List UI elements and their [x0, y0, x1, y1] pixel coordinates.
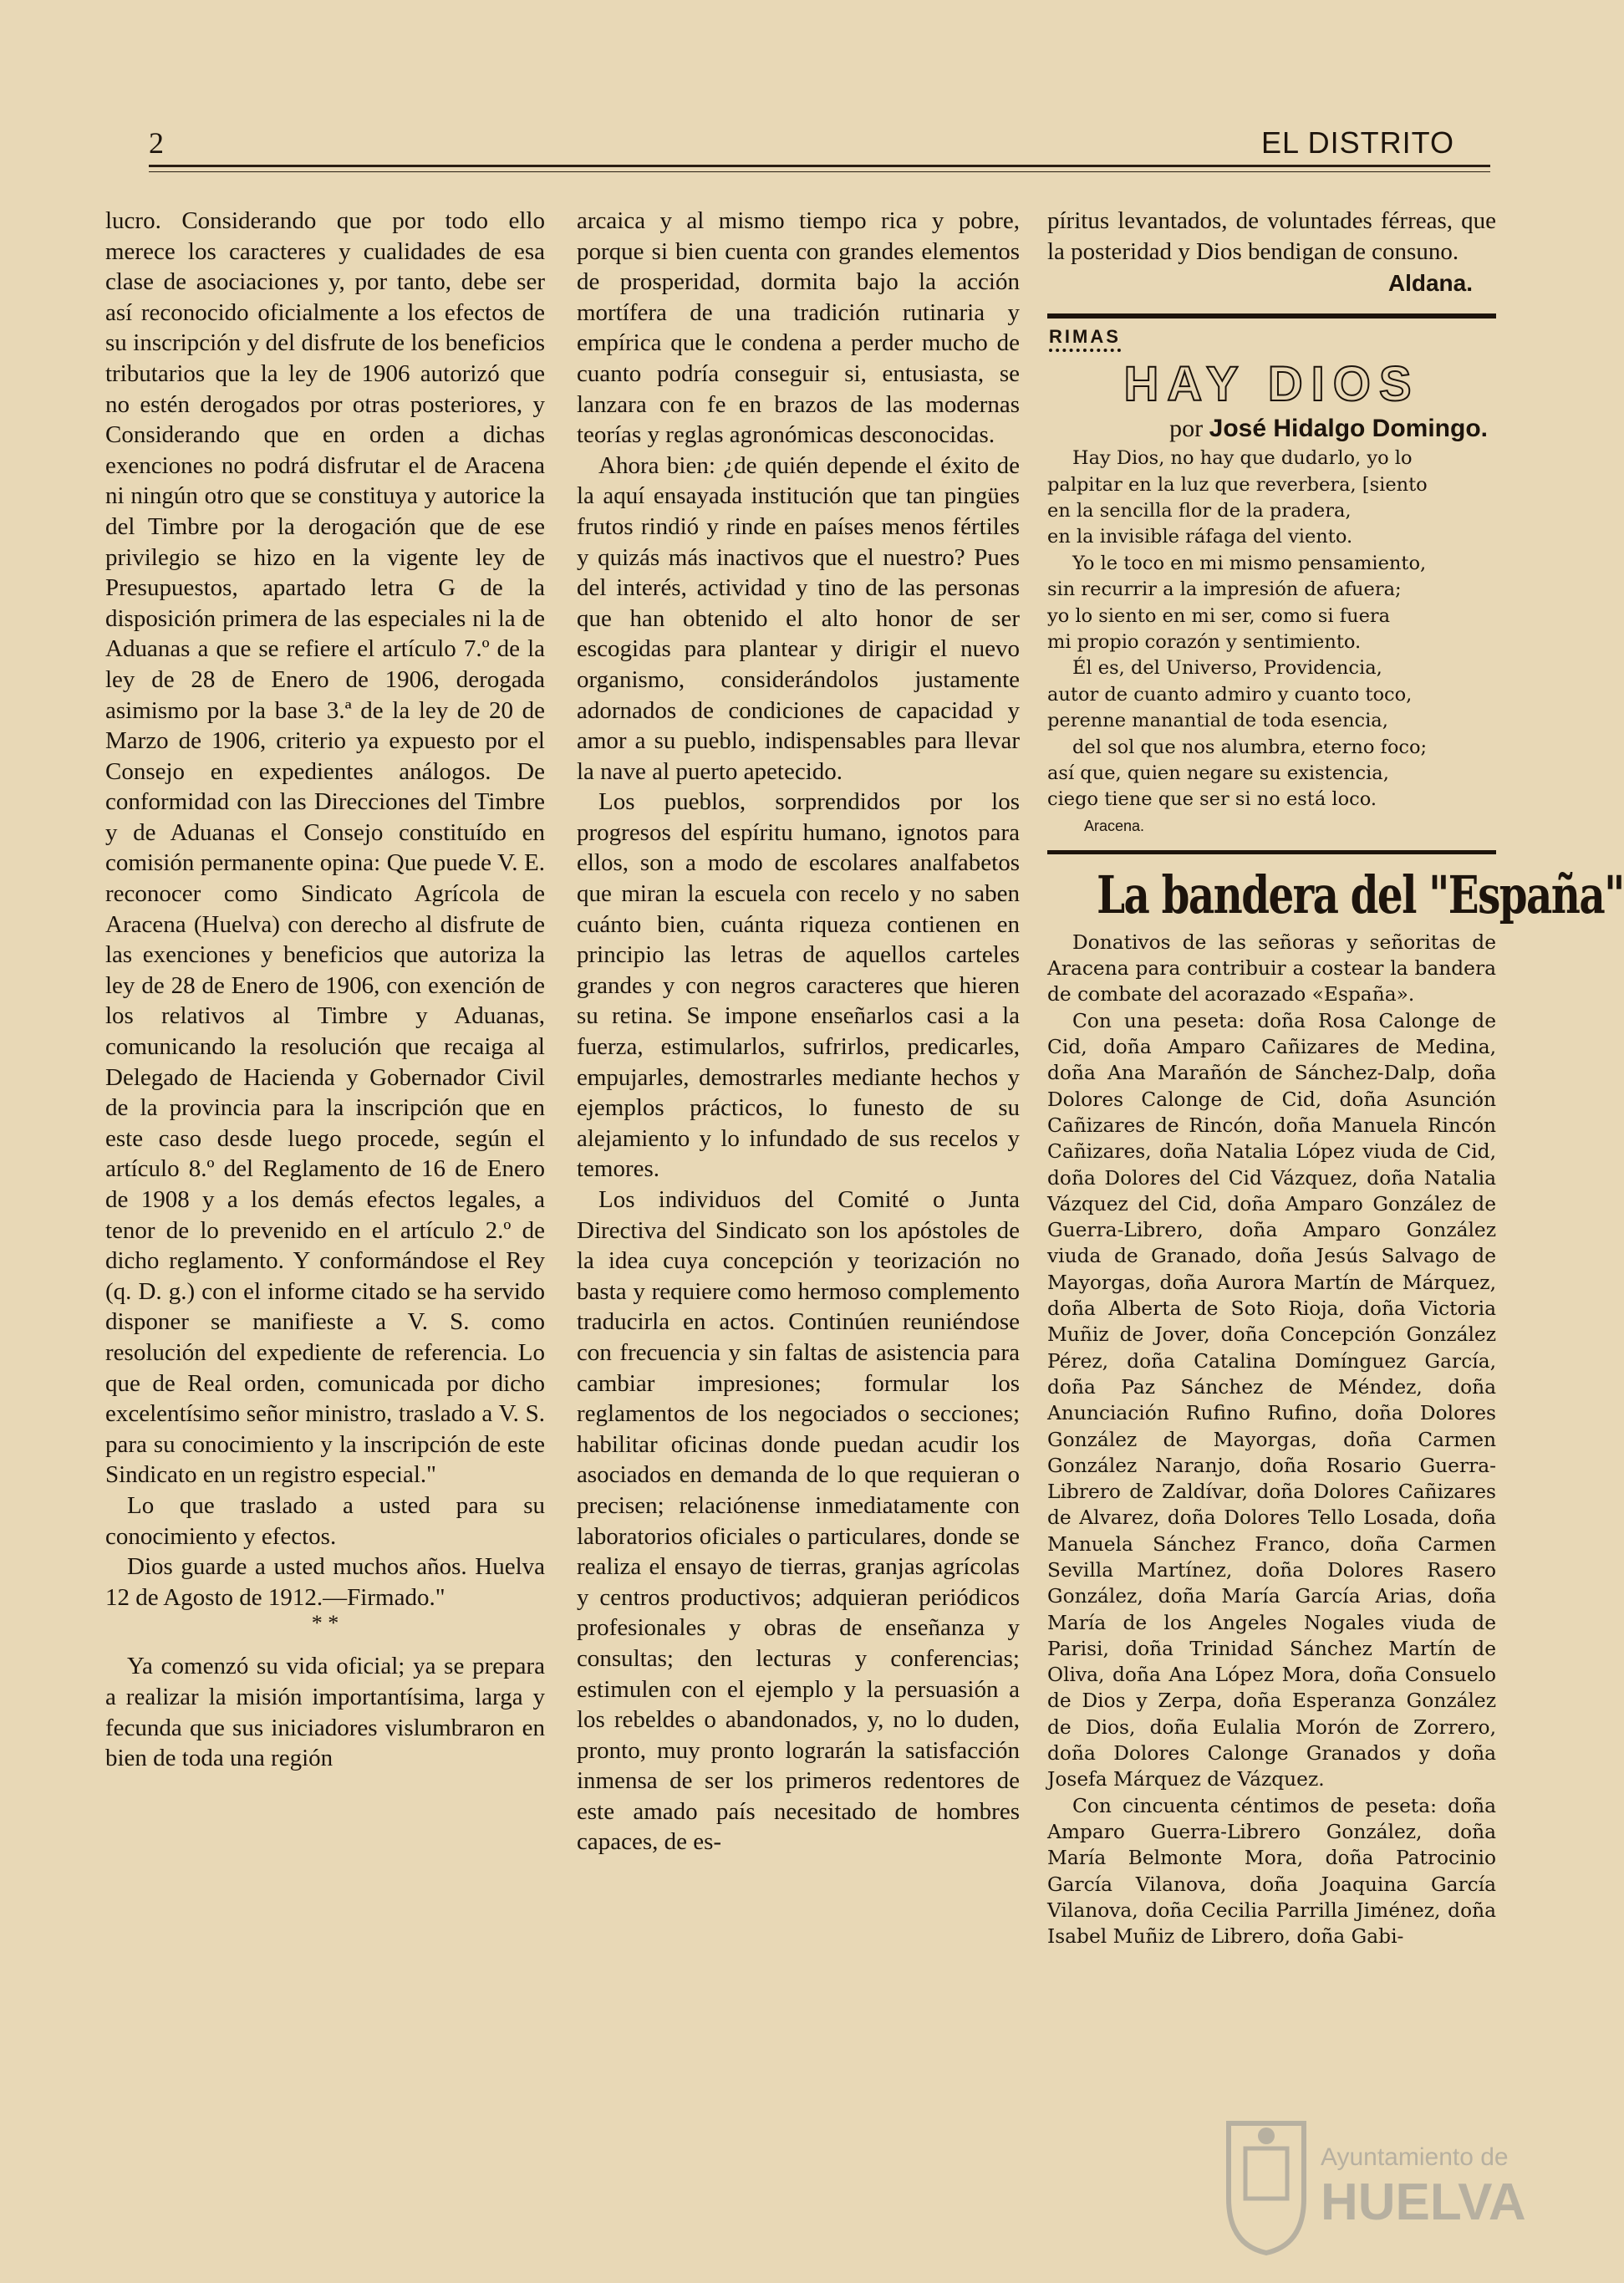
poem-place: Aracena.	[1084, 817, 1145, 834]
paragraph: Ya comenzó su vida oficial; ya se prepara a realizar la misión importantísima, larga y fecunda que sus iniciadores vislumbraron en bien de toda una región	[105, 1653, 545, 1772]
poem-line: sin recurrir a la impresión de afuera;	[1047, 578, 1402, 601]
section-label: RIMAS	[1049, 327, 1121, 352]
paragraph: Los pueblos, sorprendidos por los progresos del espíritu humano, ignotos para ellos, son a modo de escolares analfabetos que miran la escuela con recelo y no saben cuánto bien, cuánta riqueza contienen en principio las letras de aquellos carteles grandes y con negros caracteres que hieren su retina. Se impone enseñarlos casi a la fuerza, estimularlos, sufrirlos, predicarles, empujarles, demostrarles mediante hechos y ejemplos prácticos, lo funesto de su alejamiento y lo infundado de sus recelos y temores.	[577, 788, 1020, 1183]
newspaper-title: EL DISTRITO	[1260, 125, 1454, 160]
poem-line: Él es, del Universo, Providencia,	[1072, 657, 1382, 680]
ayuntamiento-seal-icon	[1220, 2107, 1526, 2257]
poem-line: Hay Dios, no hay que dudarlo, yo lo	[1072, 447, 1413, 470]
paragraph: arcaica y al mismo tiempo rica y pobre, porque si bien cuenta con grandes elementos de prosperidad, dormita bajo la acción mortífera de una tradición rutinaria y empírica que le condena a perder mucho de cuanto podría conseguir si, entusiasta, se lanzara con fe en brazos de las modernas teorías y reglas agronómicas desconocidas.	[577, 207, 1020, 449]
paragraph: Ahora bien: ¿de quién depende el éxito de la aquí ensayada institución que tan pingües frutos rindió y rinde en países menos fértiles y quizás más inactivos que el nuestro? Pues del interés, actividad y tino de las personas que han obtenido el alto honor de ser escogidas para plantear y dirigir el nuevo organismo, considerándolos justamente adornados de condiciones de capacidad y amor a su pueblo, indispensables para llevar la nave al puerto apetecido.	[577, 451, 1020, 785]
paragraph: Los individuos del Comité o Junta Directiva del Sindicato son los apóstoles de la idea cuya concepción y teorización no basta y requiere como hermoso complemento traducirla en actos. Continúen reuniéndose con frecuencia y sin faltas de asistencia para cambiar impresiones; formular los reglamentos de los negociados o secciones; habilitar oficinas donde puedan acudir los asociados en demanda de lo que requieran o precisen; relaciónense inmediatamente con laboratorios oficiales o particulares, donde se realiza el ensayo de tierras, granjas agrícolas y centros productivos; adquieran periódicos profesionales y obras de enseñanza y consultas; den lecturas y conferencias; estimulen con el ejemplo y la persuasión a los rebeldes o abandonados, y, no lo duden, pronto, muy pronto lograrán la satisfacción inmensa de ser los primeros redentores de este amado país necesitado de hombres capaces, de es-	[577, 1186, 1020, 1856]
poem-line: ciego tiene que ser si no está loco.	[1047, 788, 1377, 811]
watermark-line1: Ayuntamiento de	[1321, 2143, 1509, 2171]
poem-line: en la sencilla flor de la pradera,	[1047, 500, 1352, 522]
byline-author: José Hidalgo Domingo.	[1209, 415, 1488, 443]
poem-line: autor de cuanto admiro y cuanto toco,	[1047, 683, 1413, 706]
poem-title: HAY DIOS	[1123, 357, 1420, 412]
paragraph: Con cincuenta céntimos de peseta: doña Amparo Guerra-Librero González, doña María Belmonte Mora, doña Patrocinio García Vilanova, doña Joaquina García Vilanova, doña Cecilia Parrilla Jiménez, doña Isabel Muñiz de Librero, doña Gabi-	[1047, 1794, 1496, 1949]
column-1	[105, 206, 545, 1774]
section-rule	[1047, 850, 1496, 854]
page-header	[149, 125, 1454, 162]
paragraph: Con una peseta: doña Rosa Calonge de Cid, doña Amparo Cañizares de Medina, doña Ana Marañón de Sánchez-Dalp, doña Dolores Calonge de Cid, doña Asunción Cañizares de Rincón, doña Manuela Rincón Cañizares, doña Natalia López viuda de Cid, doña Dolores del Cid Vázquez, doña Natalia Vázquez del Cid, doña Amparo González de Guerra-Librero, doña Amparo González viuda de Granado, doña Jesús Salvago de Mayorgas, doña Aurora Martín de Márquez, doña Alberta de Soto Rioja, doña Victoria Muñiz de Jover, doña Concepción González Pérez, doña Catalina Domínguez García, doña Paz Sánchez de Méndez, doña Anunciación Rufino Rufino, doña Dolores González de Mayorgas, doña Carmen González Naranjo, doña Rosario Guerra-Librero de Zaldívar, doña Dolores Cañizares de Alvarez, doña Dolores Tello Losada, doña Manuela Sánchez Franco, doña Carmen Sevilla Martínez, doña Dolores Rasero González, doña María García Arias, doña María de los Angeles Nogales viuda de Parisi, doña Trinidad Sánchez Martín de Oliva, doña Ana López Mora, doña Consuelo de Dios y Zerpa, doña Esperanza González de Dios, doña Eulalia Morón de Zorrero, doña Dolores Calonge Granados y doña Josefa Márquez de Vázquez.	[1047, 1009, 1496, 1791]
paragraph: Lo que traslado a usted para su conocimiento y efectos.	[105, 1491, 545, 1550]
poem-line: así que, quien negare su existencia,	[1047, 762, 1389, 785]
section-rule	[1047, 313, 1496, 318]
watermark-line2: HUELVA	[1321, 2173, 1526, 2231]
poem-line: yo lo siento en mi ser, como si fuera	[1047, 604, 1391, 627]
poem-line: palpitar en la luz que reverbera, [siento	[1047, 473, 1428, 496]
header-rule	[149, 165, 1490, 167]
column-3	[1047, 206, 1624, 1949]
poem-line: en la invisible ráfaga del viento.	[1047, 526, 1353, 548]
donations-article	[1047, 930, 1496, 1950]
poem-byline	[1047, 412, 1496, 446]
section-separator: * *	[311, 1611, 339, 1636]
signature: Aldana.	[1387, 270, 1473, 297]
paragraph: Donativos de las señoras y señoritas de Aracena para contribuir a costear la bandera de combate del acorazado «España».	[1047, 930, 1496, 1006]
byline-prefix: por	[1169, 415, 1204, 443]
header-rule-thin	[149, 171, 1490, 172]
poem-line: Yo le toco en mi mismo pensamiento,	[1072, 552, 1427, 574]
article-title: La bandera del "España"	[1097, 864, 1624, 925]
poem	[1047, 446, 1496, 813]
page-number: 2	[149, 126, 164, 160]
poem-line: mi propio corazón y sentimiento.	[1047, 631, 1362, 654]
paragraph: Dios guarde a usted muchos años. Huelva 12 de Agosto de 1912.—Firmado."	[105, 1553, 545, 1611]
poem-line: perenne manantial de toda esencia,	[1047, 710, 1388, 732]
column-2	[577, 206, 1020, 1857]
paragraph: lucro. Considerando que por todo ello merece los caracteres y cualidades de esa clase de asociaciones y, por tanto, debe ser así reconocido oficialmente a los efectos de su inscripción y del disfrute de los beneficios tributarios que la ley de 1906 autorizó que no estén derogados por otras posteriores, y Considerando que en orden a dichas exenciones no podrá disfrutar el de Aracena ni ningún otro que se constituya y autorice la del Timbre por la derogación que de ese privilegio se hizo en la vigente ley de Presupuestos, apartado letra G de la disposición primera de las especiales ni la de Aduanas a que se refiere el artículo 7.º de la ley de 28 de Enero de 1906, derogada asimismo por la base 3.ª de la ley de 20 de Marzo de 1906, criterio ya expuesto por el Consejo en expedientes análogos. De conformidad con las Direcciones del Timbre y de Aduanas el Consejo constituído en comisión permanente opina: Que puede V. E. reconocer como Sindicato Agrícola de Aracena (Huelva) con derecho al disfrute de las exenciones y beneficios que autoriza la ley de 28 de Enero de 1906, con exención de los relativos al Timbre y Aduanas, comunicando la resolución que recaiga al Delegado de Hacienda y Gobernador Civil de la provincia para la inscripción que en este caso desde luego procede, según el artículo 8.º del Reglamento de 16 de Enero de 1908 y a los demás efectos legales, a tenor de lo prevenido en el artículo 2.º de dicho reglamento. Y conformándose el Rey (q. D. g.) con el informe citado se ha servido disponer se manifieste a V. S. como resolución del expediente de referencia. Lo que de Real orden, comunicada por dicho excelentísimo señor ministro, traslado a V. S. para su conocimiento y la inscripción de este Sindicato en un registro especial."	[105, 207, 545, 1489]
poem-line: del sol que nos alumbra, eterno foco;	[1072, 736, 1428, 758]
paragraph: píritus levantados, de voluntades férreas, que la posteridad y Dios bendigan de consuno.	[1047, 207, 1496, 265]
